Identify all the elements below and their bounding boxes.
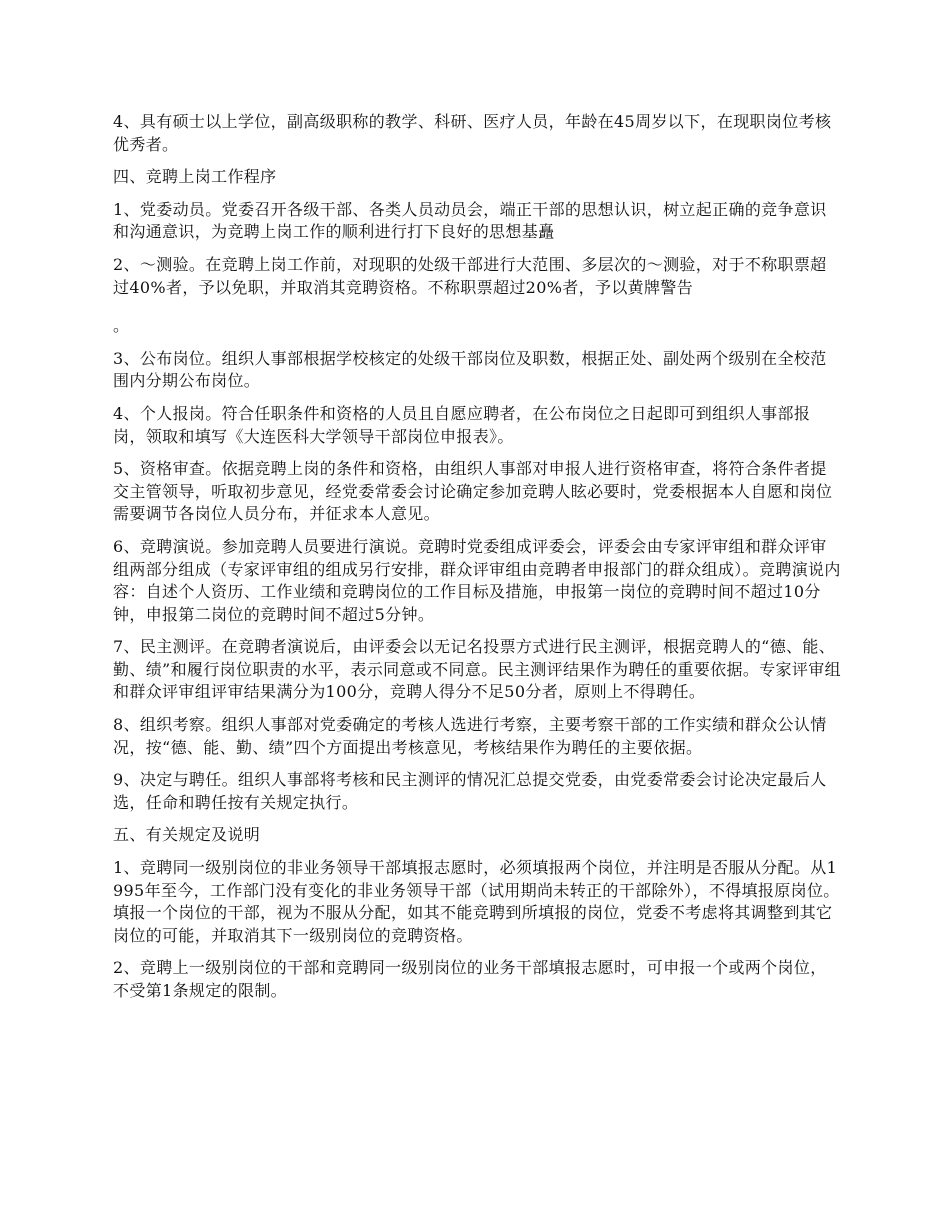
paragraph-stray-period: 。 [113,316,130,336]
paragraph-step-4-application: 4、个人报岗。符合任职条件和资格的人员且自愿应聘者，在公布岗位之日起即可到组织人事部报岗，领取和填写《大连医科大学领导干部岗位申报表》。 [113,403,811,446]
paragraph-step-3-publish-posts: 3、公布岗位。组织人事部根据学校核定的处级干部岗位及职数，根据正处、副处两个级别在全校范围内分期公布岗位。 [113,348,827,391]
paragraph-step-2-evaluation: 2、～测验。在竞聘上岗工作前，对现职的处级干部进行大范围、多层次的～测验，对于不称职票超过40%者，予以免职，并取消其竞聘资格。不称职票超过20%者，予以黄牌警告 [113,254,827,297]
section-heading-rules: 五、有关规定及说明 [113,825,261,845]
section-heading-procedure: 四、竞聘上岗工作程序 [113,167,277,187]
paragraph-qualification-4: 4、具有硕士以上学位，副高级职称的教学、科研、医疗人员，年龄在45周岁以下，在现职岗位考核优秀者。 [113,112,832,154]
paragraph-step-5-review: 5、资格审查。依据竞聘上岗的条件和资格，由组织人事部对申报人进行资格审查，将符合条件者提交主管领导，听取初步意见，经党委常委会讨论确定参加竞聘人眩必要时，党委根据本人自愿和岗位需要调节各岗位人员分布，并征求本人意见。 [113,459,833,524]
paragraph-step-6-speech: 6、竞聘演说。参加竞聘人员要进行演说。竞聘时党委组成评委会，评委会由专家评审组和群众评审组两部分组成（专家评审组的组成另行安排，群众评审组由竞聘者申报部门的群众组成）。竞聘演说内容：自述个人资历、工作业绩和竞聘岗位的工作目标及措施，申报第一岗位的竞聘时间不超过10分钟，申报第二岗位的竞聘时间不超过5分钟。 [113,536,841,624]
paragraph-step-8-inspection: 8、组织考察。组织人事部对党委确定的考核人选进行考察，主要考察干部的工作实绩和群众公认情况，按“德、能、勤、绩”四个方面提出考核意见，考核结果作为聘任的主要依据。 [113,715,827,757]
paragraph-rule-2: 2、竞聘上一级别岗位的干部和竞聘同一级别岗位的业务干部填报志愿时，可申报一个或两个岗位，不受第1条规定的限制。 [113,958,827,1000]
paragraph-step-7-assessment: 7、民主测评。在竞聘者演说后，由评委会以无记名投票方式进行民主测评，根据竞聘人的“德、能、勤、绩”和履行岗位职责的水平，表示同意或不同意。民主测评结果作为聘任的重要依据。专家评审组和群众评审组评审结果满分为100分，竞聘人得分不足50分者，原则上不得聘任。 [113,637,841,702]
paragraph-rule-1: 1、竞聘同一级别岗位的非业务领导干部填报志愿时，必须填报两个岗位，并注明是否服从分配。从1995年至今，工作部门没有变化的非业务领导干部（试用期尚未转正的干部除外），不得填报原岗位。填报一个岗位的干部，视为不服从分配，如其不能竞聘到所填报的岗位，党委不考虑将其调整到其它岗位的可能，并取消其下一级别岗位的竞聘资格。 [113,858,840,945]
paragraph-step-9-appointment: 9、决定与聘任。组织人事部将考核和民主测评的情况汇总提交党委，由党委常委会讨论决定最后人选，任命和聘任按有关规定执行。 [113,770,827,812]
paragraph-step-1-mobilization: 1、党委动员。党委召开各级干部、各类人员动员会，端正干部的思想认识，树立起正确的竞争意识和沟通意识，为竞聘上岗工作的顺利进行打下良好的思想基矗 [113,199,827,242]
